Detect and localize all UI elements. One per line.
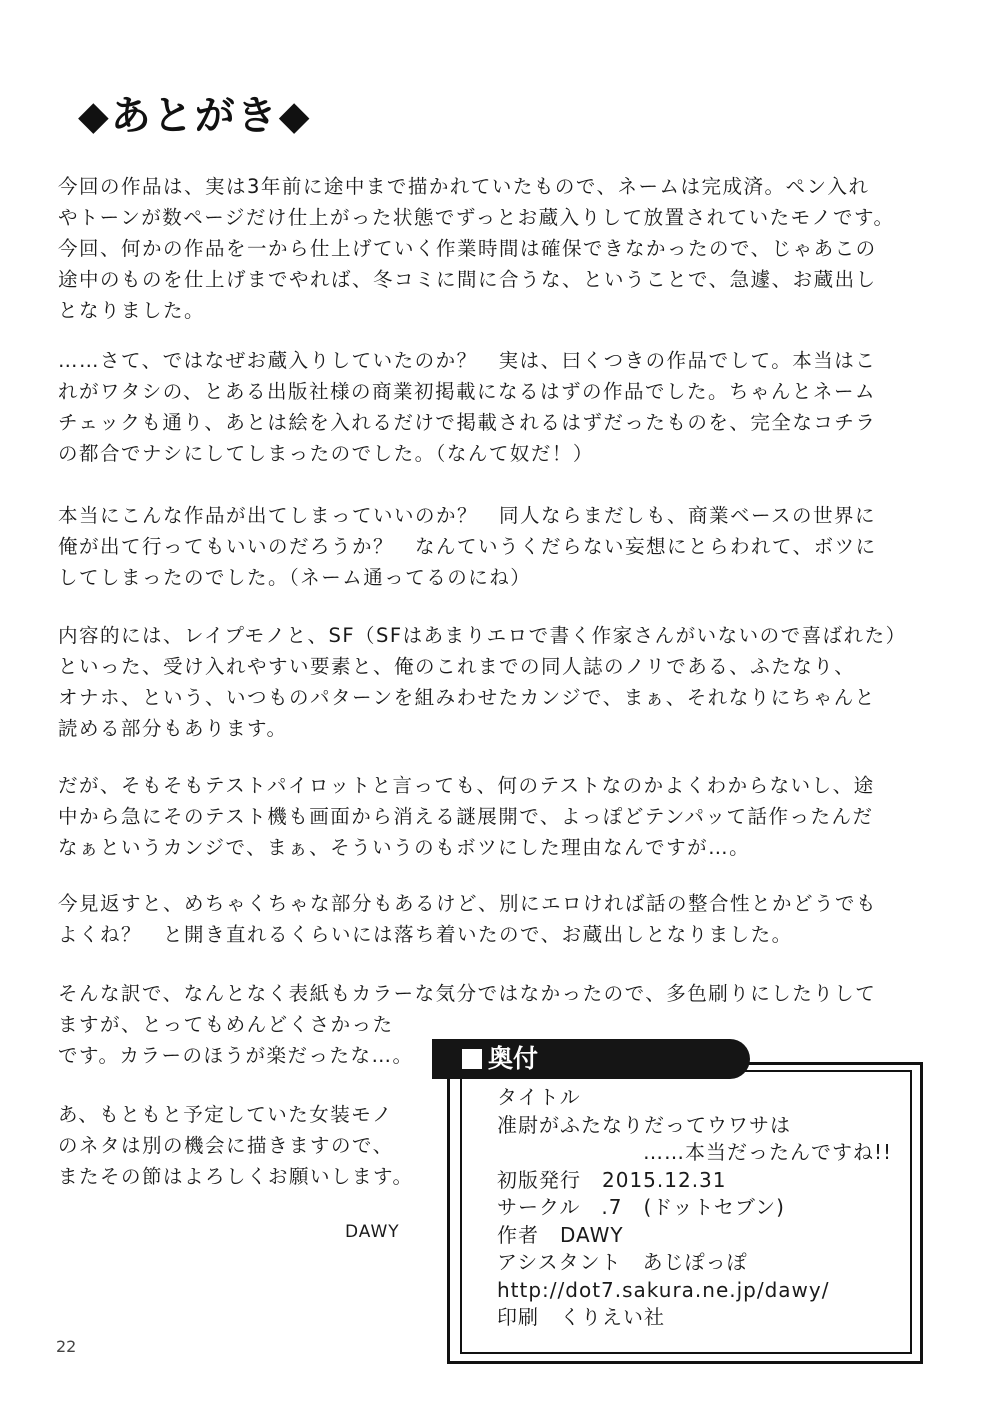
text-line: よくね？ と開き直れるくらいには落ち着いたので、お蔵出しとなりました。: [58, 923, 793, 946]
text-line: れがワタシの、とある出版社様の商業初掲載になるはずの作品でした。ちゃんとネーム: [58, 380, 877, 403]
page-title: ◆あとがき◆: [78, 93, 312, 139]
text-line: となりました。: [58, 299, 206, 322]
colophon-details: [497, 1084, 892, 1332]
text-line: 読める部分もあります。: [58, 717, 288, 740]
afterword-paragraph-1: [58, 171, 895, 326]
text-line: 今見返すと、めちゃくちゃな部分もあるけど、別にエロければ話の整合性とかどうでも: [58, 892, 878, 915]
text-line: そんな訳で、なんとなく表紙もカラーな気分ではなかったので、多色刷りにしたりして: [58, 982, 877, 1005]
text-line: ……さて、ではなぜお蔵入りしていたのか？ 実は、曰くつきの作品でして。本当はこ: [58, 349, 877, 372]
text-line: のネタは別の機会に描きますので、: [58, 1134, 394, 1157]
afterword-paragraph-2: [58, 345, 876, 469]
colophon-circle: サークル .7 (ドットセブン): [497, 1195, 785, 1219]
colophon-first-edition: 初版発行 2015.12.31: [497, 1167, 727, 1192]
colophon-printer: 印刷 くりえい社: [497, 1305, 665, 1329]
author-signature: DAWY: [345, 1222, 400, 1242]
text-line: 内容的には、レイプモノと、SF（SFはあまりエロで書く作家さんがいないので喜ばれた）: [58, 624, 907, 647]
text-line: オナホ、という、いつものパターンを組みわせたカンジで、まぁ、それなりにちゃんと: [58, 686, 876, 709]
page-number: 22: [56, 1337, 77, 1356]
text-line: あ、もともと予定していた女装モノ: [58, 1103, 394, 1126]
text-line: ますが、とってもめんどくさかった: [58, 1013, 394, 1036]
afterword-paragraph-3: [58, 500, 877, 593]
text-line: なぁというカンジで、まぁ、そういうのもボツにした理由なんですが…。: [58, 836, 751, 859]
text-line: 中から急にそのテスト機も画面から消える謎展開で、よっぽどテンパッて話作ったんだ: [58, 805, 874, 828]
afterword-paragraph-8: [58, 1099, 413, 1192]
colophon-url: http://dot7.sakura.ne.jp/dawy/: [497, 1277, 830, 1302]
text-line: してしまったのでした。（ネーム通ってるのにね）: [58, 566, 532, 589]
square-bullet-icon: [462, 1049, 482, 1069]
text-line: といった、受け入れやすい要素と、俺のこれまでの同人誌のノリである、ふたなり、: [58, 655, 856, 678]
text-line: 今回の作品は、実は3年前に途中まで描かれていたもので、ネームは完成済。ペン入れ: [58, 175, 870, 198]
text-line: です。カラーのほうが楽だったな…。: [58, 1044, 414, 1067]
afterword-paragraph-4: [58, 620, 907, 744]
colophon-title-line-2: ……本当だったんですね!!: [643, 1140, 893, 1164]
text-line: 今回、何かの作品を一から仕上げていく作業時間は確保できなかったので、じゃあこの: [58, 237, 877, 260]
text-line: の都合でナシにしてしまったのでした。（なんて奴だ！）: [58, 442, 594, 465]
text-line: 途中のものを仕上げまでやれば、冬コミに間に合うな、ということで、急遽、お蔵出し: [58, 268, 877, 291]
text-line: 本当にこんな作品が出てしまっていいのか？ 同人ならまだしも、商業ベースの世界に: [58, 504, 877, 527]
text-line: チェックも通り、あとは絵を入れるだけで掲載されるはずだったものを、完全なコチラ: [58, 411, 877, 434]
colophon-heading: [462, 1041, 538, 1077]
colophon-title-label: タイトル: [497, 1085, 581, 1109]
text-line: だが、そもそもテストパイロットと言っても、何のテストなのかよくわからないし、途: [58, 774, 875, 797]
afterword-paragraph-5: [58, 770, 875, 863]
colophon-title-line-1: 准尉がふたなりだってウワサは: [497, 1112, 791, 1137]
afterword-paragraph-6: [58, 888, 877, 950]
text-line: またその節はよろしくお願いします。: [58, 1165, 414, 1188]
colophon-author: 作者 DAWY: [497, 1222, 624, 1247]
text-line: 俺が出て行ってもいいのだろうか？ なんていうくだらない妄想にとらわれて、ボツに: [58, 535, 877, 558]
colophon-heading-text: 奥付: [488, 1044, 539, 1073]
text-line: やトーンが数ページだけ仕上がった状態でずっとお蔵入りして放置されていたモノです。: [58, 206, 895, 229]
colophon-assistant: アシスタント あじぽっぽ: [497, 1250, 748, 1274]
